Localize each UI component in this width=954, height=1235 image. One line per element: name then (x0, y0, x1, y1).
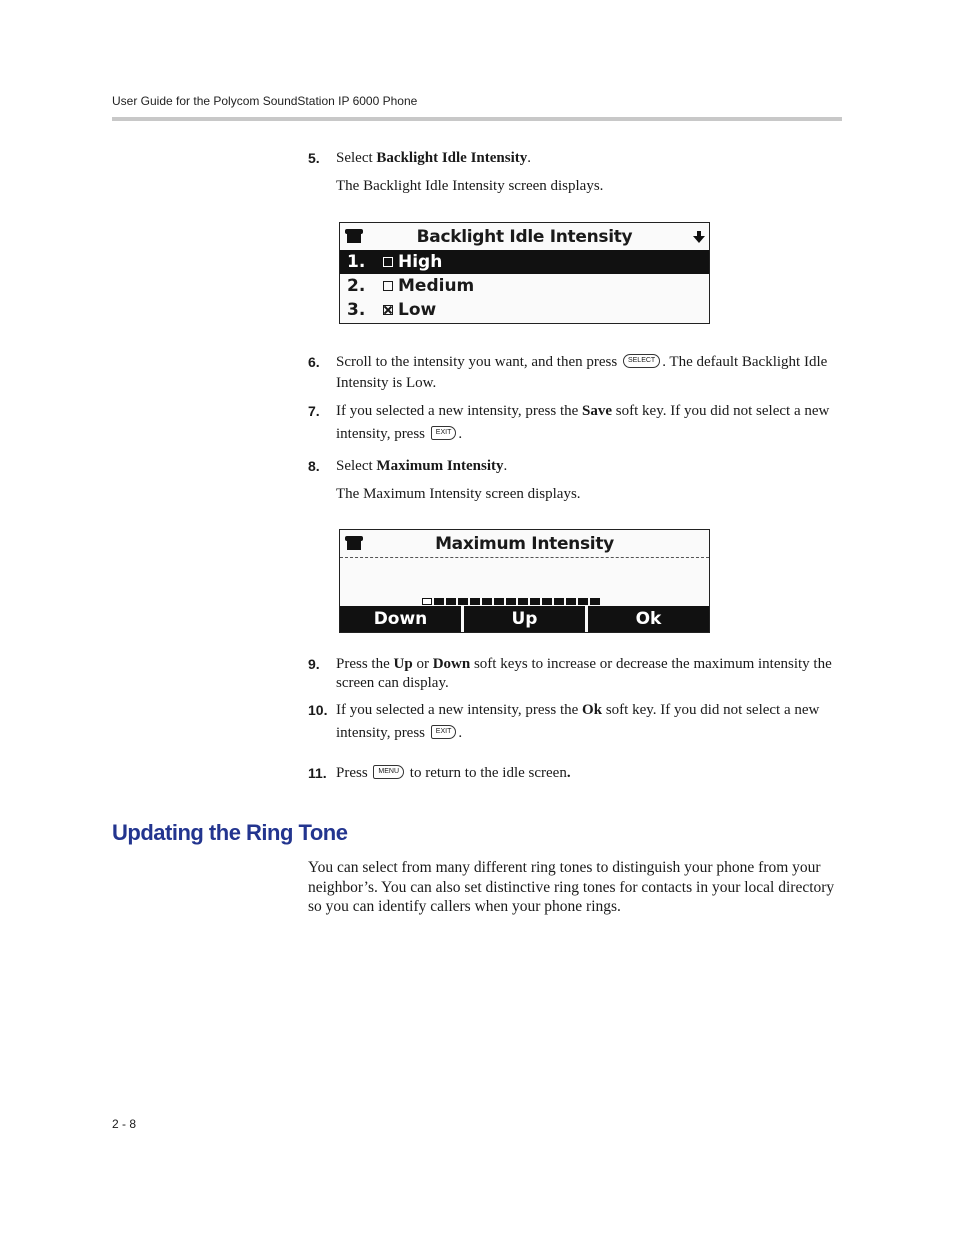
checkbox-icon (383, 257, 393, 267)
option-number: 3. (347, 300, 366, 320)
scroll-down-arrow-icon (693, 231, 705, 243)
meter-segment (434, 598, 444, 605)
meter-segment (542, 598, 552, 605)
meter-segment (482, 598, 492, 605)
step-11 (308, 763, 844, 784)
screen-title: Maximum Intensity (435, 533, 614, 554)
running-header: User Guide for the Polycom SoundStation IP 6000 Phone (112, 94, 418, 108)
ok-softkey[interactable]: Ok (588, 606, 709, 632)
step-number: 7. (308, 403, 320, 419)
step-number: 6. (308, 354, 320, 370)
step-text: . (566, 765, 571, 781)
step-number: 10. (308, 702, 328, 718)
up-softkey[interactable]: Up (464, 606, 585, 632)
meter-segment (494, 598, 504, 605)
step-5-result: The Backlight Idle Intensity screen displays. (336, 178, 604, 194)
step-text: . (458, 426, 463, 442)
screen-title-bar (340, 223, 709, 250)
step-number: 9. (308, 656, 320, 672)
meter-segment (590, 598, 600, 605)
step-text: Select (336, 150, 377, 166)
step-text: Press the (336, 656, 394, 672)
softkey-name: Down (432, 656, 471, 672)
step-7 (308, 401, 844, 446)
page-number: 2 - 8 (112, 1117, 137, 1131)
exit-key-icon: EXIT (431, 725, 457, 739)
meter-segment (530, 598, 540, 605)
section-body: You can select from many different ring tones to distinguish your phone from your neighbor’s. You can also set distinctive ring tones for contacts in your local directory so you can identify callers when your phone rings. (308, 859, 835, 915)
step-6 (308, 352, 844, 394)
meter-segment (554, 598, 564, 605)
meter-segment (578, 598, 588, 605)
step-5 (308, 148, 844, 169)
softkey-name: Up (393, 656, 413, 672)
meter-segment (518, 598, 528, 605)
meter-segment (458, 598, 468, 605)
step-text: . (503, 458, 508, 474)
section-heading: Updating the Ring Tone (112, 820, 348, 845)
step-text: Select (336, 458, 377, 474)
softkey-bar (340, 606, 709, 632)
step-text: . The default Backlight Idle Intensity is Low. (336, 354, 828, 391)
step-text: Scroll to the intensity you want, and then press (336, 354, 621, 370)
step-number: 8. (308, 458, 320, 474)
option-number: 1. (347, 252, 366, 272)
down-softkey[interactable]: Down (340, 606, 461, 632)
checkbox-icon (383, 281, 393, 291)
meter-segment (470, 598, 480, 605)
step-text: If you selected a new intensity, press the (336, 403, 583, 419)
screen-title: Backlight Idle Intensity (416, 226, 633, 247)
step-number: 11. (308, 765, 327, 781)
phone-handset-icon (344, 226, 364, 244)
option-high[interactable] (340, 250, 709, 274)
checked-checkbox-icon (383, 305, 393, 315)
option-label: High (398, 252, 443, 272)
step-text: or (412, 656, 433, 672)
menu-key-icon: MENU (373, 765, 404, 779)
step-text: . (458, 725, 463, 741)
step-text: soft key. If you did not select a new intensity, press (336, 403, 830, 442)
menu-item-name: Maximum Intensity (376, 458, 504, 474)
step-8-result: The Maximum Intensity screen displays. (336, 486, 581, 502)
select-key-icon: SELECT (623, 354, 660, 368)
option-number: 2. (347, 276, 366, 296)
step-text: Press (336, 765, 372, 781)
step-10 (308, 700, 844, 745)
option-label: Low (398, 300, 437, 320)
step-text: If you selected a new intensity, press the (336, 702, 583, 718)
option-label: Medium (398, 276, 475, 296)
softkey-name: Ok (582, 702, 603, 718)
step-9 (308, 655, 844, 693)
step-number: 5. (308, 150, 320, 166)
step-text: . (527, 150, 532, 166)
option-medium[interactable] (340, 274, 709, 298)
exit-key-icon: EXIT (431, 426, 457, 440)
header-rule (112, 117, 842, 121)
menu-item-name: Backlight Idle Intensity (376, 150, 528, 166)
meter-segment (446, 598, 456, 605)
maximum-intensity-screen (339, 529, 710, 633)
softkey-name: Save (582, 403, 613, 419)
meter-segment (506, 598, 516, 605)
phone-handset-icon (344, 533, 364, 551)
intensity-meter[interactable] (422, 598, 600, 605)
option-low[interactable] (340, 298, 709, 322)
meter-segment (422, 598, 432, 605)
backlight-idle-intensity-screen (339, 222, 710, 324)
meter-segment (566, 598, 576, 605)
step-8 (308, 456, 844, 477)
step-text: to return to the idle screen (406, 765, 567, 781)
step-text: soft keys to increase or decrease the maximum intensity the screen can display. (336, 656, 832, 691)
step-text: soft key. If you did not select a new intensity, press (336, 702, 820, 741)
screen-title-bar (340, 530, 709, 558)
